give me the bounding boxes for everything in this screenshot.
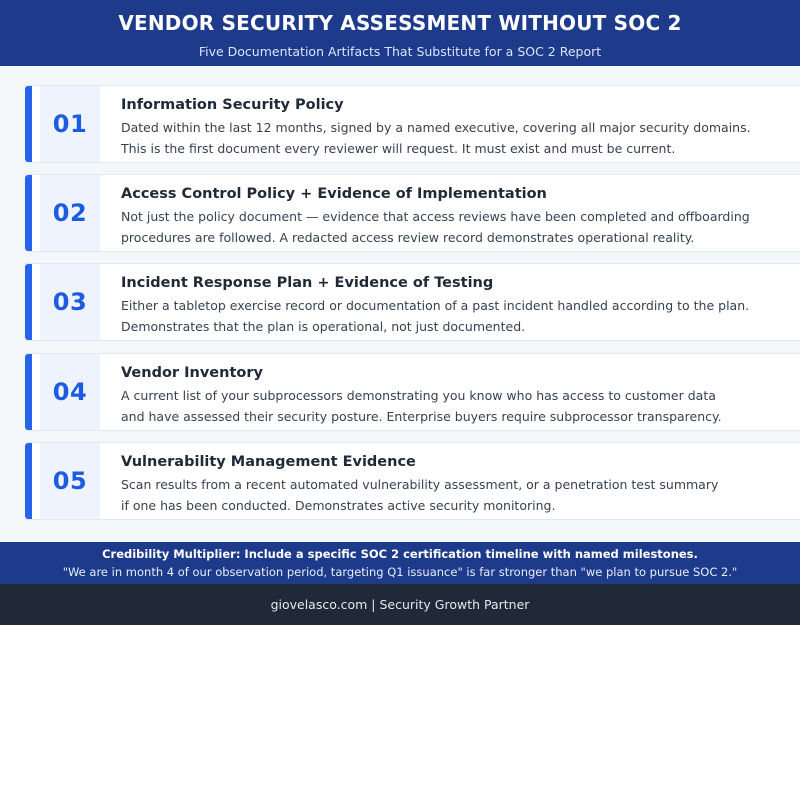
card-number-box [40, 86, 100, 162]
card-number-box [40, 354, 100, 430]
card-description [121, 117, 751, 159]
artifact-card-01 [25, 85, 800, 163]
card-description-line: if one has been conducted. Demonstrates active security monitoring. [121, 498, 556, 513]
card-number: 01 [52, 110, 88, 138]
page-subtitle: Five Documentation Artifacts That Substitute for a SOC 2 Report [198, 44, 602, 59]
card-title: Vendor Inventory [121, 365, 263, 381]
card-body [100, 264, 750, 340]
card-description-line: Not just the policy document — evidence that access reviews have been completed and offboarding [121, 209, 750, 224]
card-accent-bar [25, 354, 32, 430]
card-accent-bar [25, 86, 32, 162]
card-title: Information Security Policy [121, 97, 344, 113]
card-description-line: Dated within the last 12 months, signed by a named executive, covering all major security domains. [121, 120, 751, 135]
card-accent-bar [25, 175, 32, 251]
card-accent-bar [25, 264, 32, 340]
card-accent-bar [25, 443, 32, 519]
card-description [121, 474, 741, 516]
artifact-list [0, 66, 800, 542]
card-description-line: Scan results from a recent automated vulnerability assessment, or a penetration test summary [121, 477, 719, 492]
artifact-card-05 [25, 442, 800, 520]
card-body [100, 86, 751, 162]
card-number: 04 [52, 378, 88, 406]
multiplier-title: Credibility Multiplier: Include a specific SOC 2 certification timeline with named milestones. [102, 547, 698, 561]
card-number: 02 [52, 199, 88, 227]
multiplier-text: "We are in month 4 of our observation period, targeting Q1 issuance" is far stronger than "we plan to pursue SOC 2." [62, 565, 738, 579]
card-body [100, 175, 750, 251]
card-description [121, 206, 750, 248]
card-number: 03 [52, 288, 88, 316]
card-description-line: procedures are followed. A redacted access review record demonstrates operational reality. [121, 230, 695, 245]
page-title: VENDOR SECURITY ASSESSMENT WITHOUT SOC 2 [118, 11, 682, 35]
card-description [121, 385, 741, 427]
card-description-line: and have assessed their security posture. Enterprise buyers require subprocessor transparency. [121, 409, 722, 424]
card-number-box [40, 175, 100, 251]
artifact-card-03 [25, 263, 800, 341]
card-description-line: Demonstrates that the plan is operational, not just documented. [121, 319, 526, 334]
artifact-card-04 [25, 353, 800, 431]
credibility-multiplier-banner [0, 542, 800, 584]
card-title: Access Control Policy + Evidence of Implementation [121, 186, 547, 202]
card-number-box [40, 264, 100, 340]
artifact-card-02 [25, 174, 800, 252]
card-body [100, 443, 741, 519]
card-title: Incident Response Plan + Evidence of Testing [121, 275, 494, 291]
card-description-line: Either a tabletop exercise record or documentation of a past incident handled according to the plan. [121, 298, 750, 313]
page-footer [0, 584, 800, 625]
footer-text: giovelasco.com | Security Growth Partner [270, 597, 530, 612]
card-description-line: This is the first document every reviewer will request. It must exist and must be current. [121, 141, 676, 156]
card-body [100, 354, 741, 430]
page-header [0, 0, 800, 66]
card-description [121, 295, 750, 337]
card-number: 05 [52, 467, 88, 495]
card-title: Vulnerability Management Evidence [121, 454, 416, 470]
card-number-box [40, 443, 100, 519]
card-description-line: A current list of your subprocessors demonstrating you know who has access to customer data [121, 388, 716, 403]
